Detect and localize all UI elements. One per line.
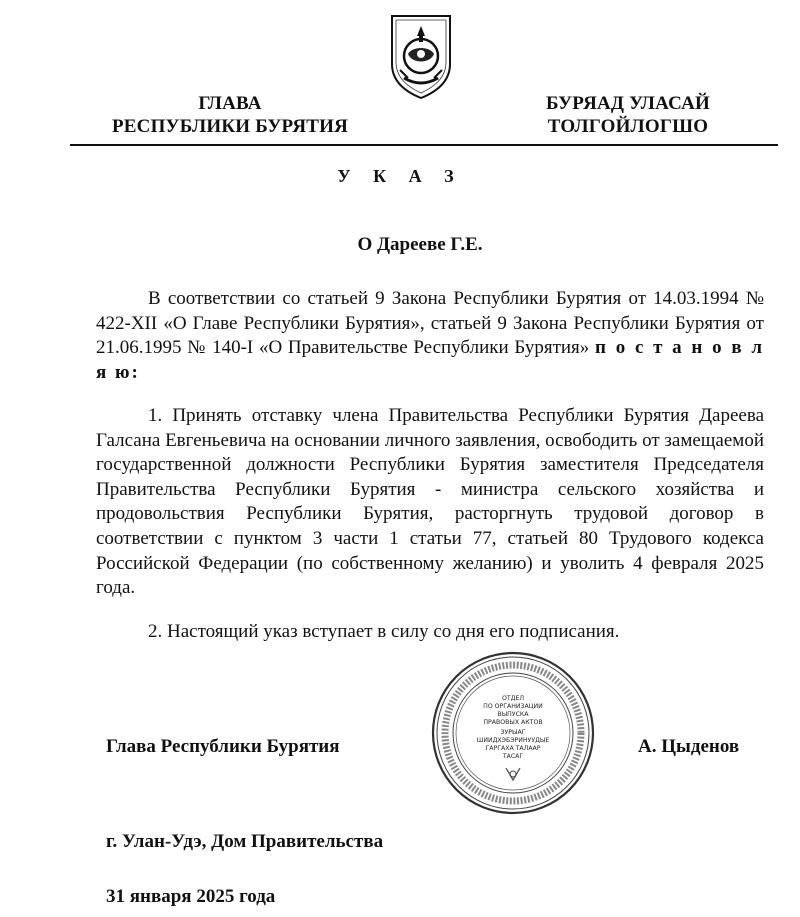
resolve-word: п о с т а н о в л я ю: <box>96 337 764 383</box>
preamble-paragraph <box>96 287 764 385</box>
seal-line-6: ШИИДХЭБЭРИНУУДЫЕ <box>476 737 550 744</box>
preamble-text: В соответствии со статьей 9 Закона Республики Бурятия от 14.03.1994 № 422-XII «О Главе Республики Бурятия», статьей 9 Закона Республики Бурятия от 21.06.1995 № 140-I «О Правительстве Республики Бурятия» <box>96 288 764 359</box>
signing-place: г. Улан-Удэ, Дом Правительства <box>106 831 384 852</box>
seal-line-5: ЗУРЫАГ <box>500 729 526 736</box>
signing-date: 31 января 2025 года <box>106 886 276 907</box>
header-left-line1: ГЛАВА <box>198 93 262 114</box>
signatory-title: Глава Республики Бурятия <box>106 736 340 757</box>
official-seal <box>430 650 596 816</box>
decree-item-1: 1. Принять отставку члена Правительства Республики Бурятия Дареева Галсана Евгеньевича на основании личного заявления, освободить от замещаемой государственной должности Республики Бурятия заместителя Председателя Правительства Республики Бурятия - министра сельского хозяйства и продовольствия Республики Бурятия, расторгнуть трудовой договор в соответствии с пунктом 3 части 1 статьи 77, статьей 80 Трудового кодекса Российской Федерации (по собственному желанию) и уволить 4 февраля 2025 года. <box>96 405 764 599</box>
signatory-name: А. Цыденов <box>638 736 740 757</box>
document-title: О Дарееве Г.Е. <box>357 234 483 255</box>
coat-of-arms-emblem <box>386 12 456 100</box>
header-issuer-buryat <box>478 92 778 138</box>
seal-line-1: ОТДЕЛ <box>501 695 525 702</box>
header-right-line2: ТОЛГОЙЛОГШО <box>547 116 709 137</box>
seal-line-2: ПО ОРГАНИЗАЦИИ <box>483 703 543 710</box>
header-issuer-russian <box>80 92 380 138</box>
document-type: У К А З <box>337 166 463 186</box>
header-right-line1: БУРЯАД УЛАСАЙ <box>545 93 710 114</box>
seal-line-4: ПРАВОВЫХ АКТОВ <box>483 719 543 726</box>
seal-line-8: ТАСАГ <box>502 753 524 760</box>
decree-item-2: 2. Настоящий указ вступает в силу со дня его подписания. <box>148 621 620 642</box>
header-left-line2: РЕСПУБЛИКИ БУРЯТИЯ <box>111 116 349 137</box>
header-divider <box>70 144 778 146</box>
seal-line-7: ГАРГАХА ТАЛААР <box>485 745 541 752</box>
seal-line-3: ВЫПУСКА <box>497 711 529 718</box>
